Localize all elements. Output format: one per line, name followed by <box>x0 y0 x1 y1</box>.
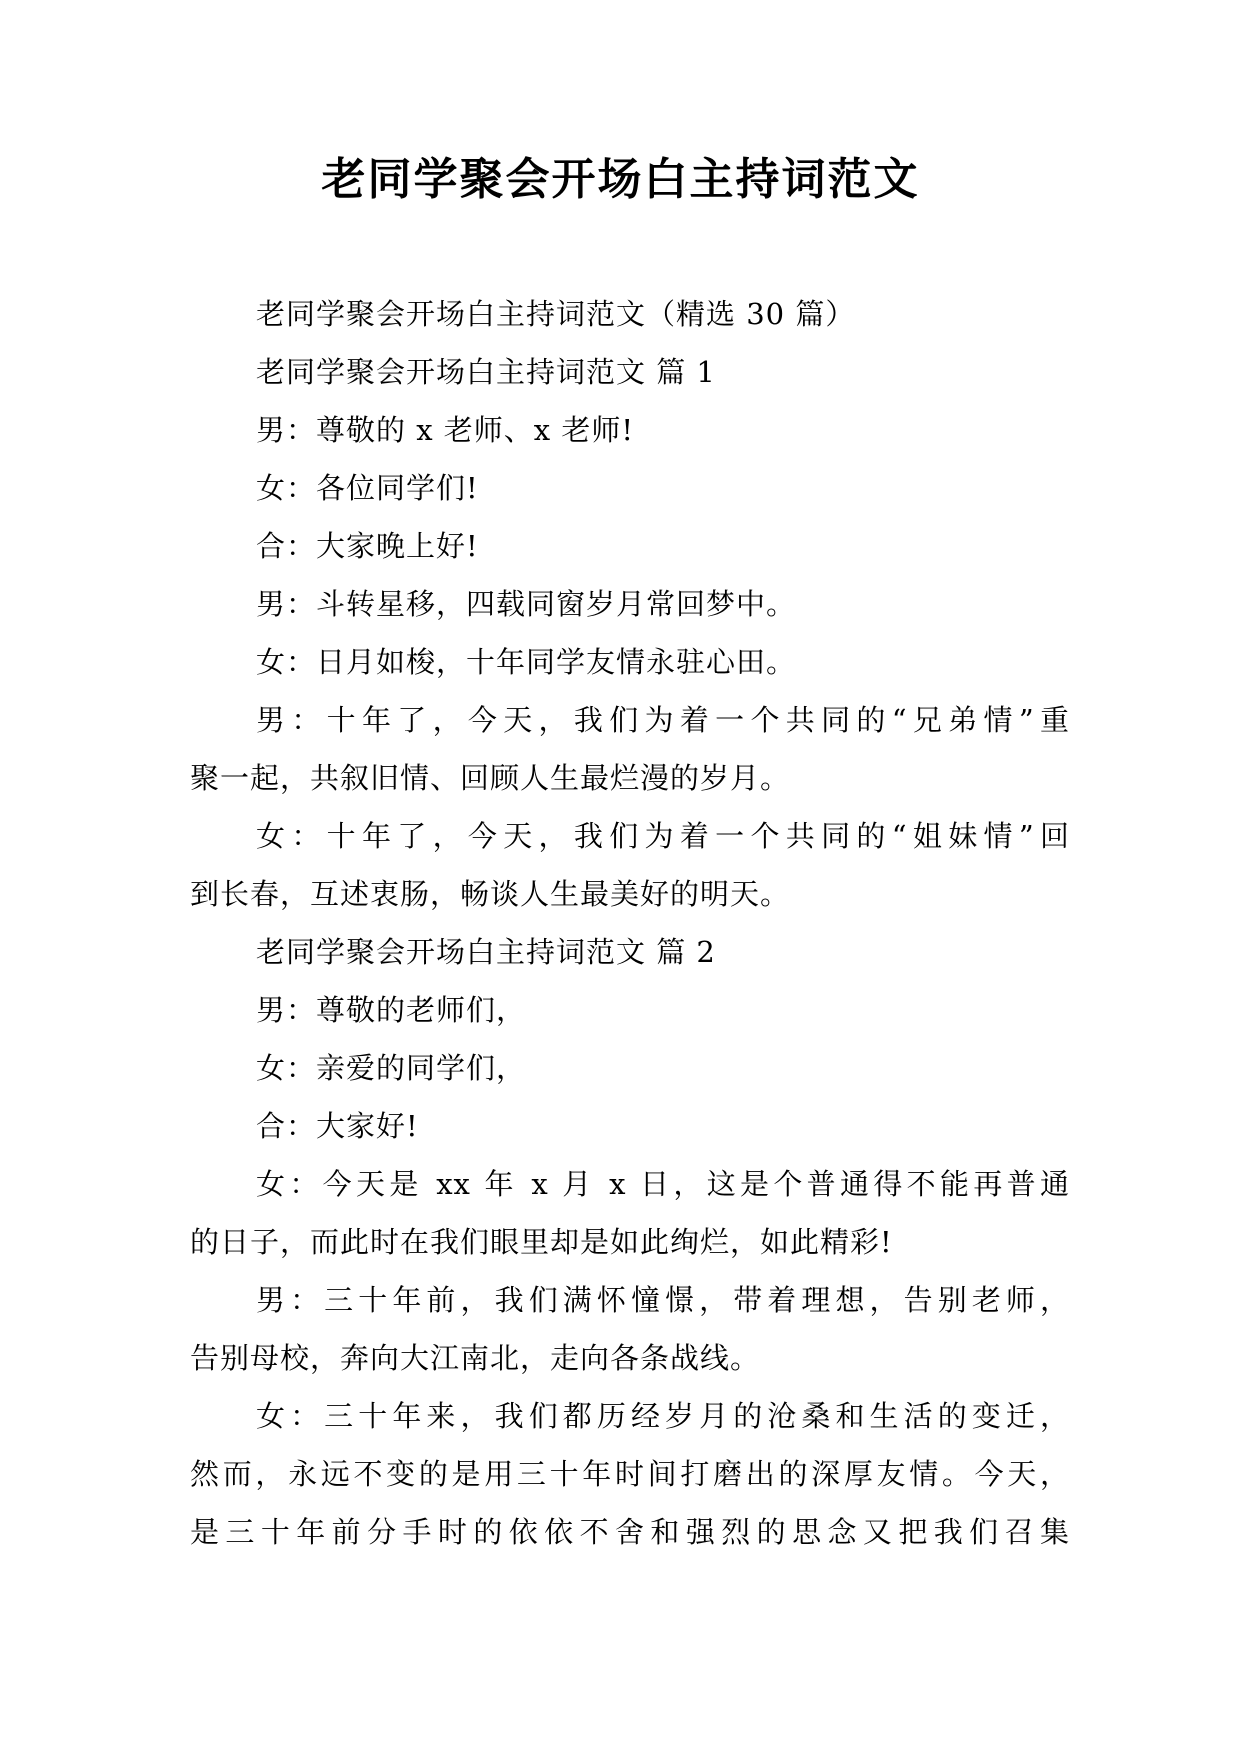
text-line: 男：斗转星移，四载同窗岁月常回梦中。 <box>256 587 797 621</box>
text-line: 男：尊敬的 x 老师、x 老师! <box>256 413 635 447</box>
text-line: 到长春，互述衷肠，畅谈人生最美好的明天。 <box>190 877 791 911</box>
text-line: 老同学聚会开场白主持词范文 篇 2 <box>256 935 716 969</box>
text-line: 是三十年前分手时的依依不舍和强烈的思念又把我们召集 <box>190 1515 1070 1549</box>
text-line: 女：十年了，今天，我们为着一个共同的“姐妹情”回 <box>256 819 1070 853</box>
text-line: 男：三十年前，我们满怀憧憬，带着理想，告别老师， <box>256 1283 1070 1317</box>
text-line: 告别母校，奔向大江南北，走向各条战线。 <box>190 1341 761 1375</box>
document-body <box>190 285 1070 1561</box>
text-line: 女：日月如梭，十年同学友情永驻心田。 <box>256 645 797 679</box>
document-title: 老同学聚会开场白主持词范文 <box>321 154 920 205</box>
text-line: 然而，永远不变的是用三十年时间打磨出的深厚友情。今天， <box>190 1457 1070 1491</box>
text-line: 合：大家好! <box>256 1109 419 1143</box>
text-line: 女：各位同学们! <box>256 471 479 505</box>
text-line: 老同学聚会开场白主持词范文 篇 1 <box>256 355 716 389</box>
text-line: 男：尊敬的老师们， <box>256 993 527 1027</box>
text-line: 女：亲爱的同学们， <box>256 1051 527 1085</box>
text-line: 合：大家晚上好! <box>256 529 479 563</box>
text-line: 聚一起，共叙旧情、回顾人生最烂漫的岁月。 <box>190 761 791 795</box>
text-line: 的日子，而此时在我们眼里却是如此绚烂，如此精彩! <box>190 1225 893 1259</box>
text-line: 女：今天是 xx 年 x 月 x 日，这是个普通得不能再普通 <box>256 1167 1070 1201</box>
text-line: 男：十年了，今天，我们为着一个共同的“兄弟情”重 <box>256 703 1070 737</box>
text-line: 老同学聚会开场白主持词范文（精选 30 篇） <box>256 297 856 331</box>
text-line: 女：三十年来，我们都历经岁月的沧桑和生活的变迁， <box>256 1399 1070 1433</box>
